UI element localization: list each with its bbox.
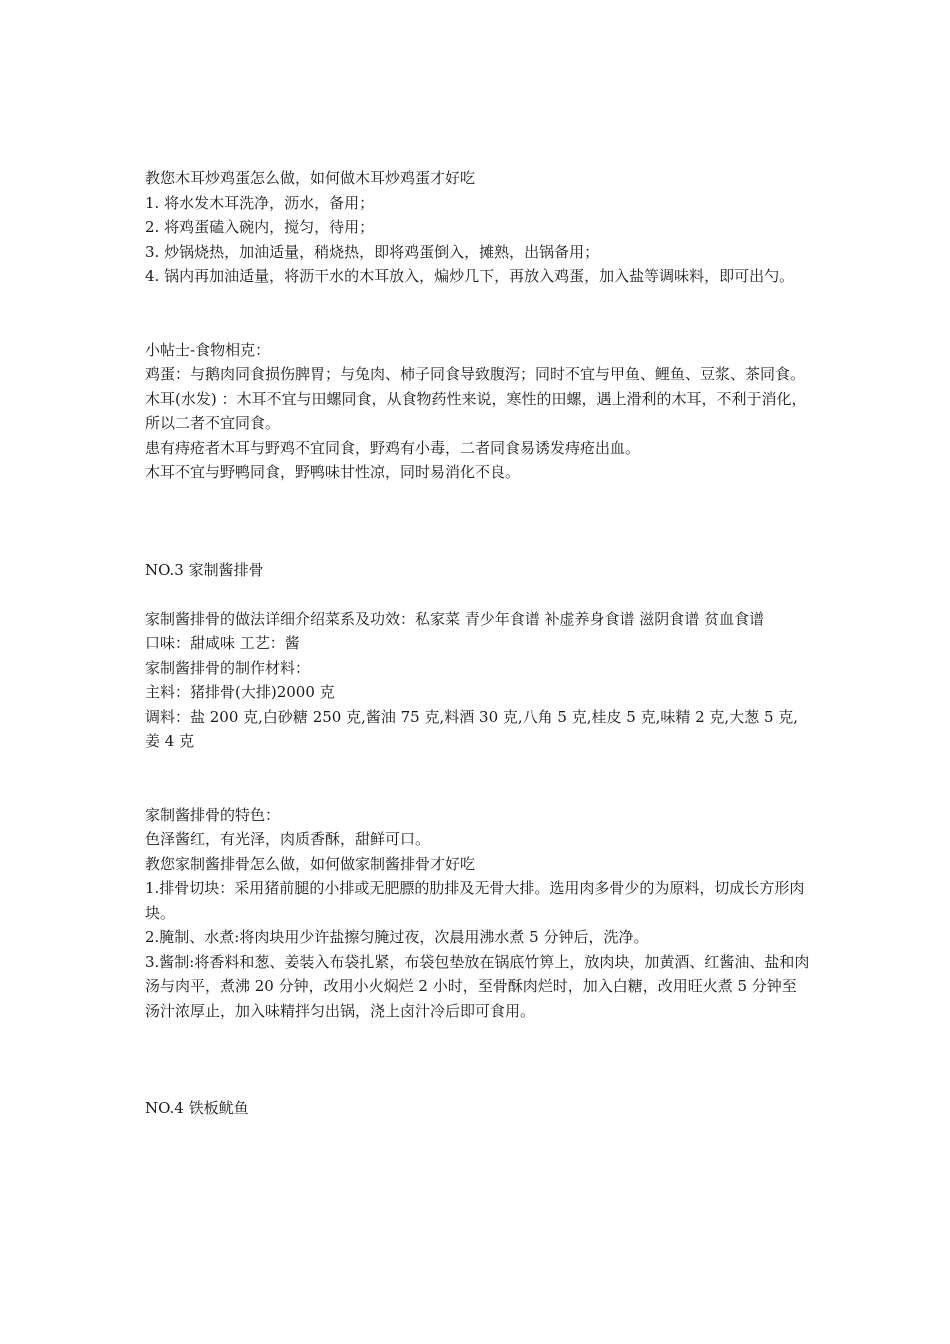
tip-muer: 木耳(水发) ：木耳不宜与田螺同食，从食物药性来说，寒性的田螺，遇上滑利的木耳，不利于消化，所以二者不宜同食。 xyxy=(145,389,807,432)
no3-step-3: 3.酱制:将香料和葱、姜装入布袋扎紧，布袋包垫放在锅底竹箅上，放肉块，加黄酒、红酱油、盐和肉汤与肉平，煮沸 20 分钟，改用小火焖烂 2 小时，至骨酥肉烂时，加入白糖，改用旺火煮 5 分钟至汤汁浓厚止，加入味精拌匀出锅，浇上卤汁冷后即可食用。 xyxy=(145,952,810,1020)
section-heading-no3: NO.3 家制酱排骨 xyxy=(145,560,264,579)
no3-feature: 色泽酱红，有光泽，肉质香酥，甜鲜可口。 xyxy=(145,830,431,848)
no3-howto-title: 教您家制酱排骨怎么做，如何做家制酱排骨才好吃 xyxy=(145,854,476,873)
spacer xyxy=(145,289,810,338)
no3-seasoning: 调料：盐 200 克,白砂糖 250 克,酱油 75 克,料酒 30 克,八角 5 克,桂皮 5 克,味精 2 克,大葱 5 克,姜 4 克 xyxy=(145,707,799,750)
spacer xyxy=(145,582,810,607)
no3-step-1: 1.排骨切块：采用猪前腿的小排或无肥膘的肋排及无骨大排。选用肉多骨少的为原料，切成长方形肉块。 xyxy=(145,879,805,922)
no3-intro: 家制酱排骨的做法详细介绍菜系及功效：私家菜 青少年食谱 补虚养身食谱 滋阴食谱 贫血食谱 xyxy=(145,609,765,628)
no3-feature-title: 家制酱排骨的特色： xyxy=(145,805,281,824)
step-muer-4: 4. 锅内再加油适量，将沥干水的木耳放入，煸炒几下，再放入鸡蛋，加入盐等调味料，即可出勺。 xyxy=(145,267,795,285)
no3-main-ingredient: 主料：猪排骨(大排)2000 克 xyxy=(145,683,335,701)
document-body xyxy=(145,166,810,1121)
spacer xyxy=(145,485,810,558)
tip-egg: 鸡蛋：与鹅肉同食损伤脾胃；与兔肉、柿子同食导致腹泻；同时不宜与甲鱼、鲤鱼、豆浆、茶同食。 xyxy=(145,365,806,383)
spacer xyxy=(145,1023,810,1096)
section-heading-no4: NO.4 铁板鱿鱼 xyxy=(145,1099,249,1117)
step-muer-2: 2. 将鸡蛋磕入碗内，搅匀，待用； xyxy=(145,218,375,236)
no3-materials-title: 家制酱排骨的制作材料： xyxy=(145,658,311,677)
tips-title: 小帖士-食物相克： xyxy=(145,340,271,359)
tip-duck: 木耳不宜与野鸭同食，野鸭味甘性凉，同时易消化不良。 xyxy=(145,463,521,481)
step-muer-1: 1. 将水发木耳洗净，沥水，备用； xyxy=(145,193,375,212)
step-muer-3: 3. 炒锅烧热，加油适量，稍烧热，即将鸡蛋倒入，摊熟，出锅备用； xyxy=(145,242,600,261)
howto-title-muer: 教您木耳炒鸡蛋怎么做，如何做木耳炒鸡蛋才好吃 xyxy=(145,169,476,187)
spacer xyxy=(145,754,810,803)
tip-pheasant: 患有痔疮者木耳与野鸡不宜同食，野鸡有小毒，二者同食易诱发痔疮出血。 xyxy=(145,438,641,457)
no3-step-2: 2.腌制、水煮:将肉块用少许盐擦匀腌过夜，次晨用沸水煮 5 分钟后，洗净。 xyxy=(145,928,649,946)
no3-taste: 口味：甜咸味 工艺：酱 xyxy=(145,634,300,652)
